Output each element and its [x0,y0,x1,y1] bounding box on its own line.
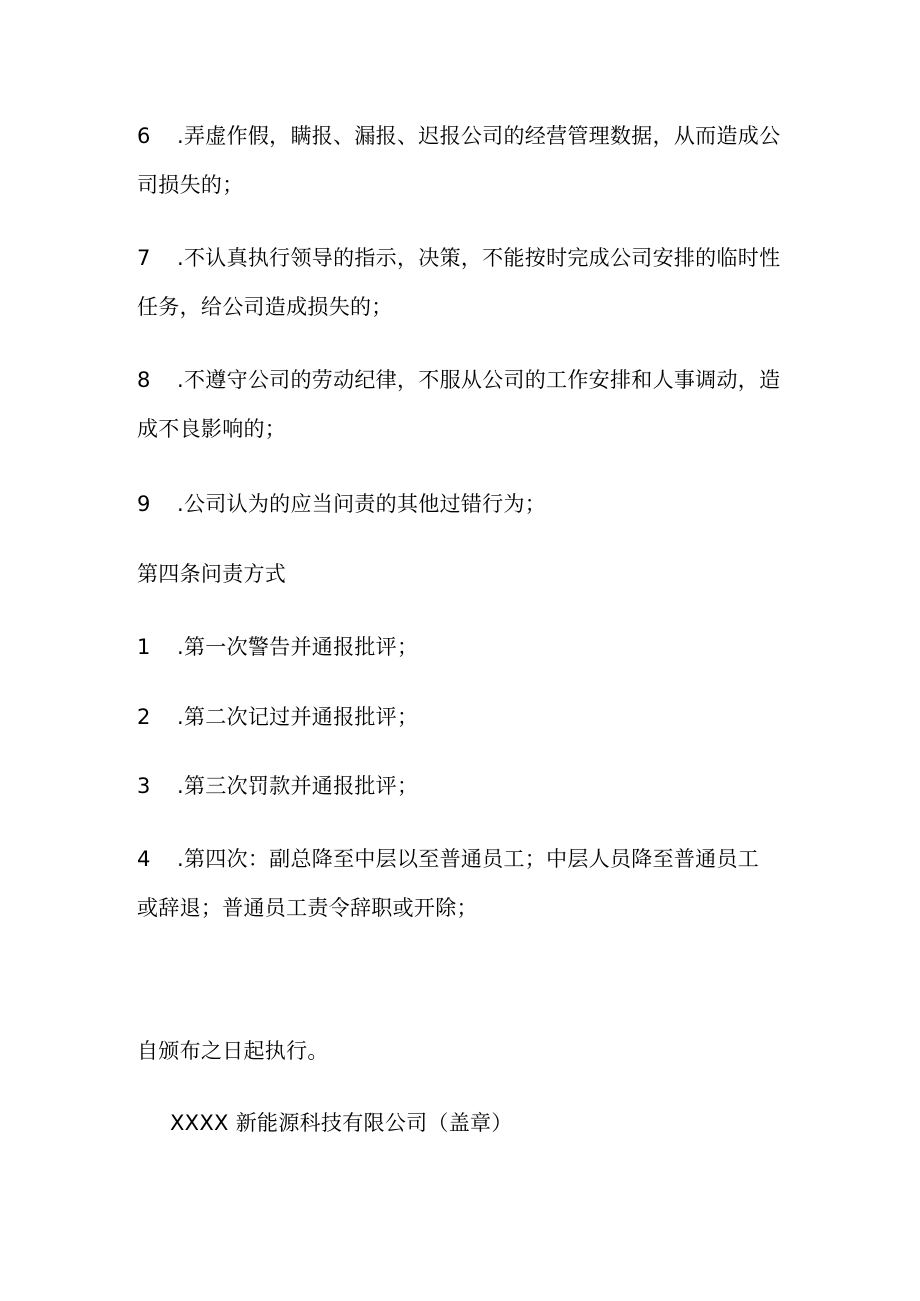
method-number: 2 [137,705,151,729]
method-text: .第一次警告并通报批评； [177,635,419,659]
item-text: .弄虚作假，瞒报、漏报、迟报公司的经营管理数据，从而造成公 [177,124,781,148]
item-8-line-1 [137,365,780,395]
company-signature: XXXX 新能源科技有限公司（盖章） [170,1111,513,1135]
method-4-line-1 [137,844,759,874]
item-7-line-2: 任务，给公司造成损失的； [137,295,393,319]
item-6-line-2: 司损失的； [137,173,244,197]
method-text: .第四次：副总降至中层以至普通员工；中层人员降至普通员工 [177,847,760,871]
item-number: 8 [137,368,151,392]
item-number: 9 [137,492,151,516]
method-number: 1 [137,635,151,659]
item-text: .不遵守公司的劳动纪律，不服从公司的工作安排和人事调动，造 [177,368,781,392]
method-1 [137,632,418,662]
item-8-line-2: 成不良影响的； [137,417,287,441]
effective-statement: 自颁布之日起执行。 [137,1039,329,1063]
item-6-line-1 [137,121,780,151]
method-2 [137,702,418,732]
item-number: 6 [137,124,151,148]
item-7-line-1 [137,243,780,273]
method-4-line-2: 或辞退；普通员工责令辞职或开除； [137,896,478,920]
item-text: .公司认为的应当问责的其他过错行为； [177,492,547,516]
method-number: 4 [137,847,151,871]
method-3 [137,771,418,801]
method-number: 3 [137,774,151,798]
item-number: 7 [137,246,151,270]
section-heading: 第四条问责方式 [137,562,287,586]
item-9-line-1 [137,489,546,519]
method-text: .第二次记过并通报批评； [177,705,419,729]
method-text: .第三次罚款并通报批评； [177,774,419,798]
item-text: .不认真执行领导的指示，决策，不能按时完成公司安排的临时性 [177,246,781,270]
